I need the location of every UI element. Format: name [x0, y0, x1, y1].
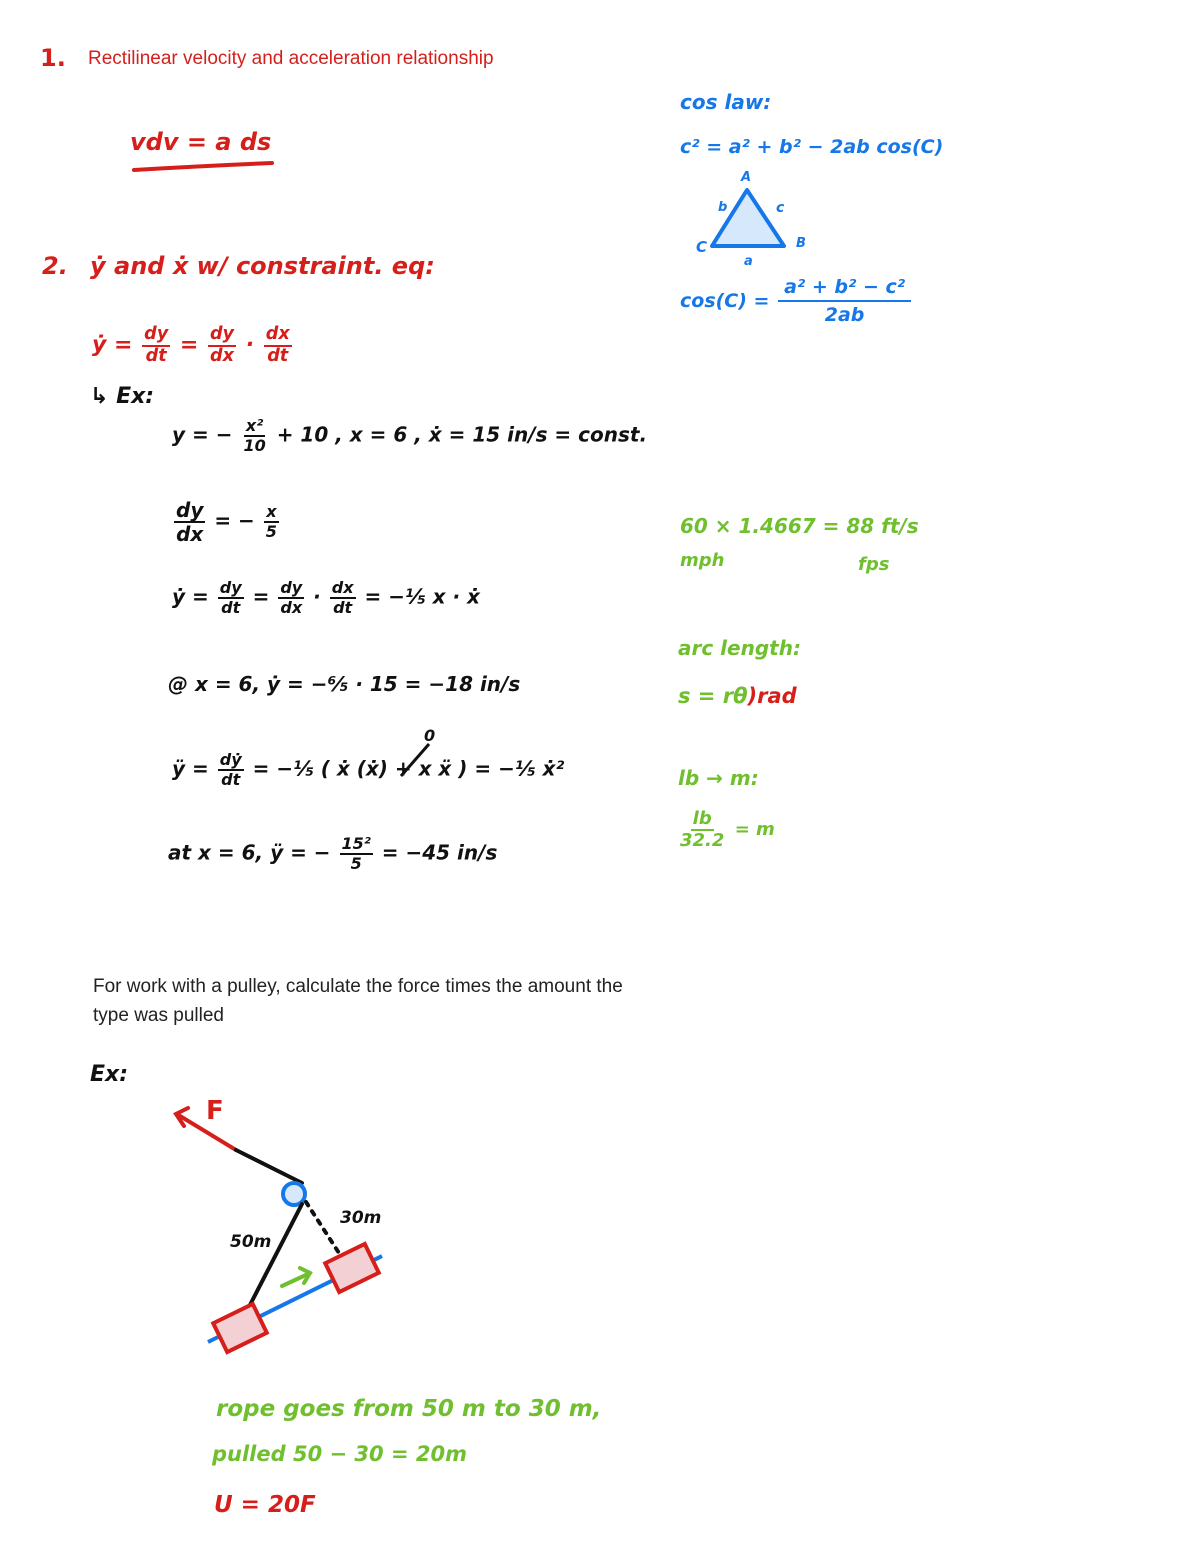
final-tail: = −45 in/s: [381, 840, 498, 865]
cos-c-den: 2ab: [824, 304, 865, 326]
triangle-side-a: a: [744, 254, 753, 269]
example-given: [172, 418, 647, 454]
rope-top: [236, 1150, 302, 1183]
chain-rule-f3-num: dx: [264, 326, 292, 347]
lb-to-m-formula: [676, 810, 775, 850]
section1-number: 1.: [40, 44, 66, 72]
yddot-strike: [395, 740, 435, 780]
ydot-line-tail: = −⅕ x · ẋ: [364, 584, 480, 609]
lb-num: lb: [692, 808, 712, 829]
chain-rule: ẏ = $\frac{dy}{dt}$ = $\frac{dy}{dx}$ · $\frac{dx}{dt}$: [92, 324, 290, 366]
ydot-f3-num: dx: [331, 578, 354, 597]
block-end: [325, 1244, 379, 1292]
arc-rad: )rad: [747, 684, 797, 708]
lb-to-m-title: lb → m:: [678, 766, 759, 790]
dydx-den: dx: [176, 522, 204, 546]
pulley-note-line2: pulled 50 − 30 = 20m: [212, 1442, 467, 1466]
rope-30m-label: 30m: [340, 1208, 382, 1228]
section2-number: 2.: [42, 252, 68, 280]
ydot-line: ẏ = $\frac{dy}{dt}$ = $\frac{dy}{dx}$ · $\frac{dx}{dt}$ = −⅕ x · ẋ: [172, 578, 480, 617]
at-x6-line: @ x = 6, ẏ = −⁶⁄₅ · 15 = −18 in/s: [168, 672, 521, 696]
triangle-vertex-b: B: [796, 236, 806, 251]
yddot-den: dt: [221, 770, 241, 789]
example-given-den: 10: [243, 436, 266, 455]
final-num: 15²: [341, 834, 371, 853]
triangle-vertex-a: A: [741, 170, 752, 185]
example-label: ↳ Ex:: [90, 384, 155, 409]
yddot-lhs: ÿ =: [172, 756, 209, 781]
ydot-line-lhs: ẏ =: [172, 584, 209, 609]
final-head: at x = 6, ÿ = −: [168, 840, 331, 865]
dydx-rhs-num: x: [266, 502, 277, 521]
example-given-rest: + 10 , x = 6 , ẋ = 15 in/s = const.: [276, 422, 648, 447]
triangle-diagram: [700, 170, 820, 270]
arc-formula: s = rθ: [678, 684, 748, 708]
final-line: [168, 836, 497, 872]
pulley-wheel: [283, 1183, 305, 1205]
yddot-zero-mark: 0: [424, 726, 436, 745]
ydot-f3-den: dt: [333, 598, 353, 617]
arc-length-title: arc length:: [678, 636, 801, 660]
yddot-tail: = −⅕ ( ẋ (ẋ) + x ẍ ) = −⅕ ẋ²: [252, 756, 565, 781]
fps-label: fps: [858, 554, 890, 575]
section1-title: Rectilinear velocity and acceleration relationship: [88, 48, 494, 69]
section1-formula: vdv = a ds: [130, 128, 272, 156]
cos-c-lhs: cos(C) =: [680, 290, 770, 312]
pulley-diagram: [160, 1090, 420, 1370]
yddot-line: [172, 752, 564, 788]
section2-title: ẏ and ẋ w/ constraint. eq:: [90, 252, 435, 280]
pulley-example-label: Ex:: [90, 1062, 129, 1087]
lb-den: 32.2: [680, 830, 725, 851]
force-label: F: [206, 1096, 224, 1126]
coslaw-formula: c² = a² + b² − 2ab cos(C): [680, 136, 944, 158]
ydot-f2-den: dx: [280, 598, 303, 617]
cos-c-formula: [680, 278, 913, 325]
ydot-f2-num: dy: [280, 578, 303, 597]
triangle-side-b: b: [718, 200, 728, 215]
pulley-paragraph: For work with a pulley, calculate the force times the amount the type was pulled: [93, 976, 623, 1026]
dydx-rhs-den: 5: [265, 522, 277, 541]
chain-rule-f2-num: dy: [208, 326, 236, 347]
example-given-num: x²: [245, 416, 264, 435]
example-given-lhs: y = −: [172, 422, 233, 447]
chain-rule-f2-den: dx: [210, 345, 234, 366]
chain-rule-f3-den: dt: [267, 345, 289, 366]
triangle-vertex-c: C: [696, 238, 708, 256]
pulley-note-line1: rope goes from 50 m to 30 m,: [216, 1396, 602, 1422]
ydot-f1-den: dt: [221, 598, 241, 617]
triangle-side-c: c: [776, 200, 785, 216]
block-start: [213, 1304, 267, 1352]
dydx-line: [172, 500, 281, 544]
mph-label: mph: [680, 550, 725, 571]
ydot-f1-num: dy: [219, 578, 242, 597]
mph-conversion: 60 × 1.4667 = 88 ft/s: [680, 514, 919, 538]
lb-rhs: = m: [734, 819, 775, 840]
final-den: 5: [350, 854, 362, 873]
cos-c-num: a² + b² − c²: [778, 278, 911, 302]
coslaw-title: cos law:: [680, 90, 772, 114]
dydx-rhs: = −: [214, 508, 255, 533]
chain-rule-f1-den: dt: [145, 345, 167, 366]
chain-rule-f1-num: dy: [142, 326, 170, 347]
pulley-note-line3: U = 20F: [214, 1492, 316, 1518]
chain-rule-lhs: ẏ =: [92, 332, 133, 358]
section1-underline: [130, 158, 280, 174]
yddot-num: dẏ: [219, 750, 242, 769]
arc-length-formula: [678, 684, 797, 708]
dydx-num: dy: [176, 498, 204, 522]
rope-50m-label: 50m: [230, 1232, 272, 1252]
